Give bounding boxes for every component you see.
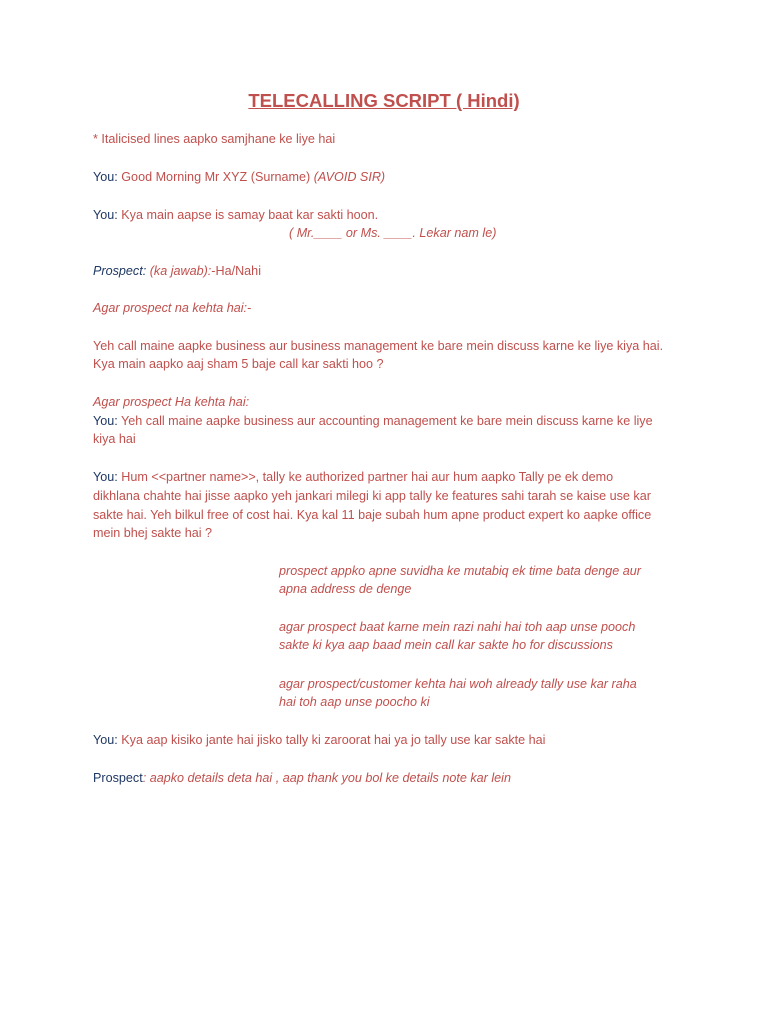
ask-time-text: Kya main aapse is samay baat kar sakti hoon. xyxy=(117,208,379,222)
referral-text: Kya aap kisiko jante hai jisko tally ki zaroorat hai ya jo tally use kar sakte hai xyxy=(117,733,546,747)
yes-case-line xyxy=(93,412,653,430)
speaker-label: Prospect: xyxy=(93,264,147,278)
speaker-label: You: xyxy=(93,470,118,484)
note-line: agar prospect baat karne mein razi nahi hai toh aap unse pooch xyxy=(279,620,636,634)
demo-text: Hum <<partner name>>, tally ke authorized partner hai aur hum aapko Tally pe ek demo xyxy=(117,470,614,484)
prospect-answer-italic: (ka jawab): xyxy=(146,264,212,278)
greeting-italic: (AVOID SIR) xyxy=(313,170,386,184)
yes-case-label: Agar prospect Ha kehta hai: xyxy=(93,395,250,409)
speaker-label: You: xyxy=(93,733,118,747)
demo-line: mein bhej sakte hai ? xyxy=(93,526,213,540)
greeting-text: Good Morning Mr XYZ (Surname) xyxy=(117,170,314,184)
prospect-answer-text: -Ha/Nahi xyxy=(211,264,261,278)
note-line: agar prospect/customer kehta hai woh already tally use kar raha xyxy=(279,677,637,691)
demo-line: dikhlana chahte hai jisse aapko yeh jankari milegi ki app tally ke features sahi tarah se kaise use kar xyxy=(93,489,651,503)
italic-note: * Italicised lines aapko samjhane ke liye hai xyxy=(93,132,336,146)
ask-time-hint: ( Mr.____ or Ms. ____. Lekar nam le) xyxy=(289,226,497,240)
closing-text: : aapko details deta hai , aap thank you bol ke details note kar lein xyxy=(142,771,511,785)
speaker-label: Prospect xyxy=(93,771,143,785)
referral-line xyxy=(93,731,545,749)
speaker-label: You: xyxy=(93,414,118,428)
note-line: prospect appko apne suvidha ke mutabiq ek time bata denge aur xyxy=(279,564,641,578)
document-title: TELECALLING SCRIPT ( Hindi) xyxy=(248,90,520,111)
yes-case-text: Yeh call maine aapke business aur accounting management ke bare mein discuss karne ke liye xyxy=(117,414,653,428)
demo-line xyxy=(93,468,613,486)
note-line: sakte ki kya aap baad mein call kar sakte ho for discussions xyxy=(279,638,613,652)
speaker-label: You: xyxy=(93,208,118,222)
no-case-label: Agar prospect na kehta hai:- xyxy=(93,301,252,315)
note-line: hai toh aap unse poocho ki xyxy=(279,695,430,709)
closing-line xyxy=(93,769,511,787)
speaker-label: You: xyxy=(93,170,118,184)
yes-case-line: kiya hai xyxy=(93,432,136,446)
no-case-line: Yeh call maine aapke business aur business management ke bare mein discuss karne ke liye kiya hai. xyxy=(93,339,664,353)
note-line: apna address de denge xyxy=(279,582,412,596)
no-case-line: Kya main aapko aaj sham 5 baje call kar sakti hoo ? xyxy=(93,357,384,371)
ask-time-line xyxy=(93,206,378,224)
greeting-line xyxy=(93,168,385,186)
demo-line: sakte hai. Yeh bilkul free of cost hai. Kya kal 11 baje subah hum apne product expert ko aapke office xyxy=(93,508,652,522)
prospect-answer-line xyxy=(93,262,261,280)
